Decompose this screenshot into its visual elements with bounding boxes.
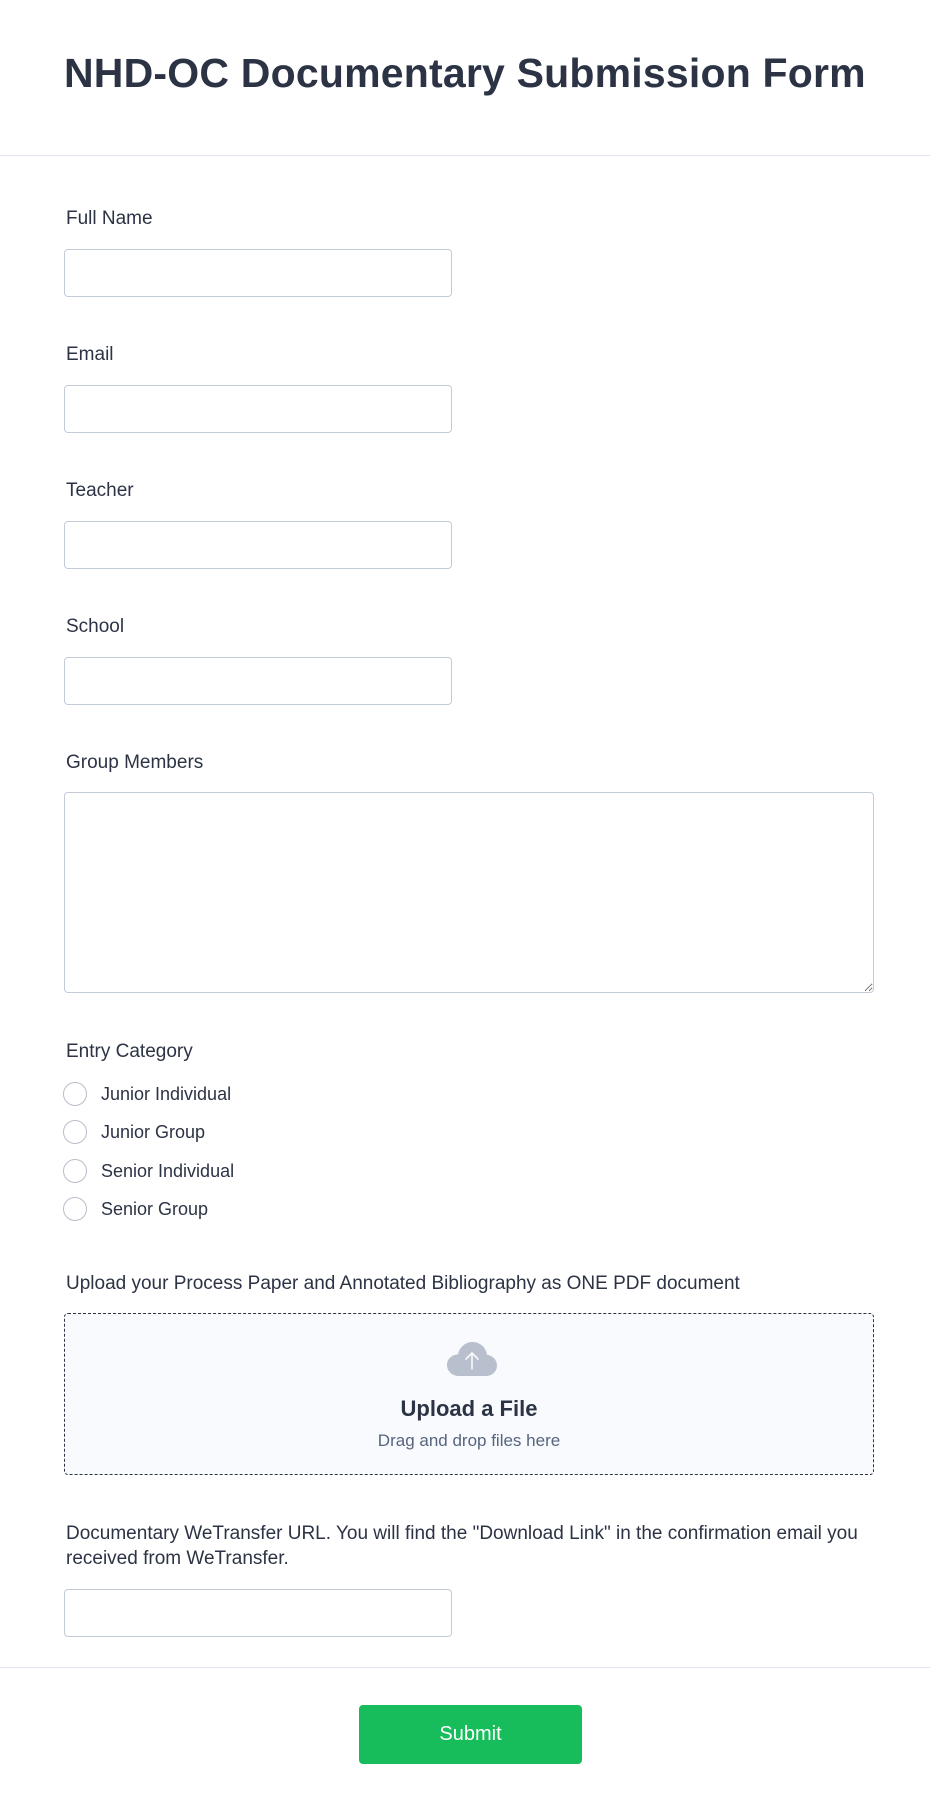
teacher-label: Teacher (66, 480, 134, 501)
radio-junior-individual[interactable] (63, 1081, 231, 1107)
radio-button[interactable] (63, 1082, 87, 1106)
radio-button[interactable] (63, 1159, 87, 1183)
entry-category-label: Entry Category (66, 1041, 193, 1062)
full-name-label: Full Name (66, 208, 153, 229)
radio-label: Senior Individual (101, 1160, 235, 1181)
school-label: School (66, 616, 125, 637)
radio-senior-group[interactable] (63, 1196, 208, 1222)
radio-button[interactable] (63, 1197, 87, 1221)
radio-senior-individual[interactable] (63, 1158, 234, 1184)
upload-label: Upload your Process Paper and Annotated Bibliography as ONE PDF document (66, 1273, 740, 1294)
school-input[interactable] (64, 657, 452, 705)
radio-label: Senior Group (101, 1198, 209, 1219)
form-header (0, 0, 930, 156)
full-name-input[interactable] (64, 249, 452, 297)
upload-subtitle: Drag and drop files here (377, 1431, 561, 1450)
cloud-upload-icon (447, 1342, 497, 1376)
upload-title: Upload a File (400, 1396, 538, 1421)
file-upload-dropzone[interactable] (64, 1313, 874, 1475)
email-input[interactable] (64, 385, 452, 433)
radio-junior-group[interactable] (63, 1119, 205, 1145)
radio-label: Junior Group (101, 1121, 206, 1142)
radio-button[interactable] (63, 1120, 87, 1144)
wetransfer-url-input[interactable] (64, 1589, 452, 1637)
teacher-input[interactable] (64, 521, 452, 569)
footer-divider (0, 1667, 930, 1668)
email-label: Email (66, 344, 114, 365)
wetransfer-url-label: Documentary WeTransfer URL. You will find the "Download Link" in the confirmation email you received from WeTransfer. (66, 1523, 858, 1569)
page-title: NHD-OC Documentary Submission Form (64, 50, 866, 96)
group-members-textarea[interactable] (64, 792, 874, 993)
group-members-label: Group Members (66, 752, 204, 773)
radio-label: Junior Individual (101, 1083, 232, 1104)
submit-button[interactable]: Submit (359, 1705, 582, 1764)
